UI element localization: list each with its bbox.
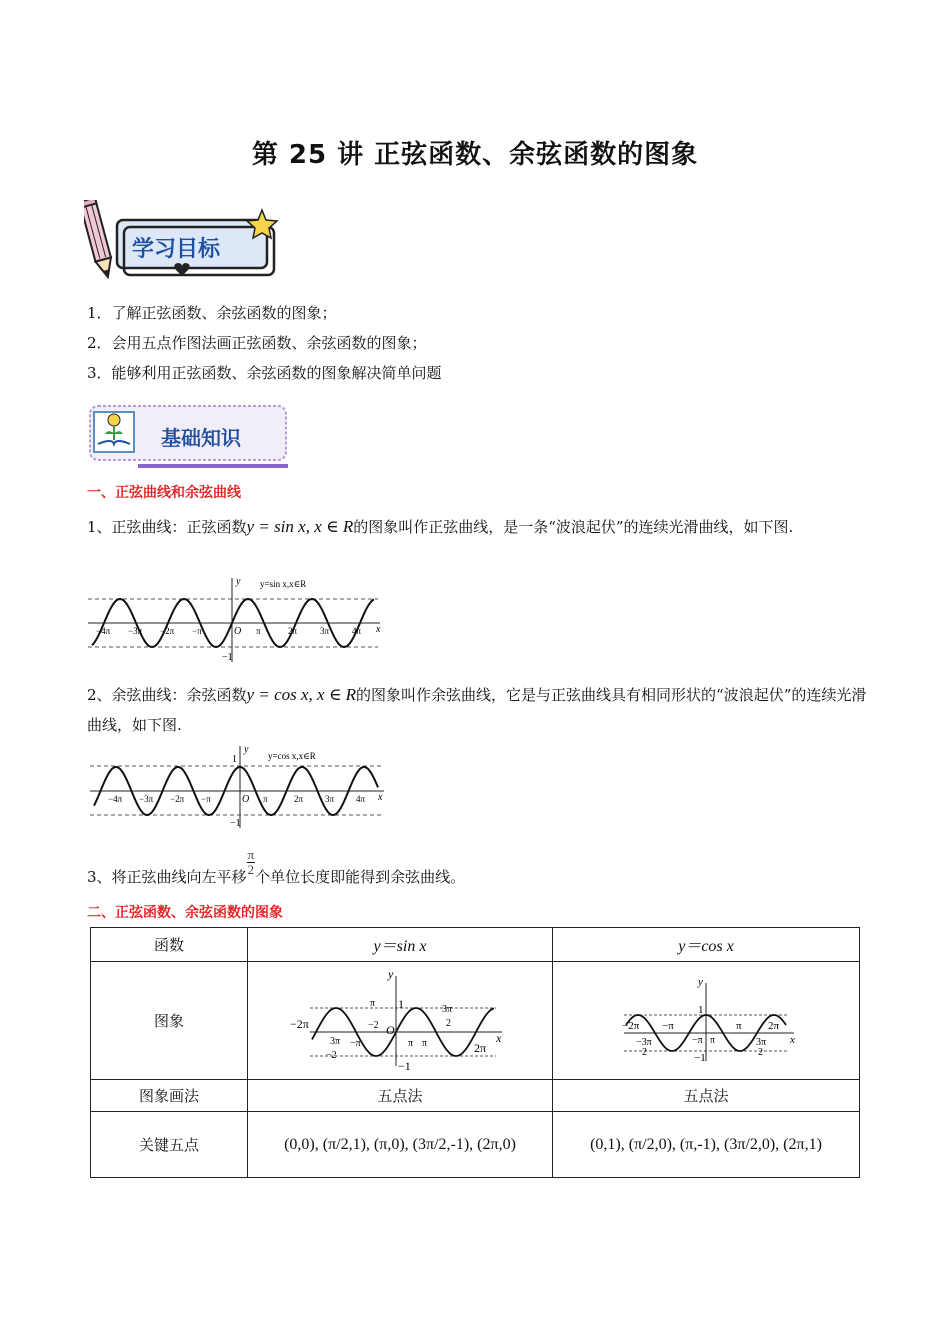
table-cell: 五点法 xyxy=(553,1080,860,1112)
origin-label: O xyxy=(234,626,242,637)
goal-item: 2．会用五点作图法画正弦函数、余弦函数的图象； xyxy=(87,334,427,352)
svg-text:π: π xyxy=(370,997,376,1009)
table-cell: 图象画法 xyxy=(91,1080,248,1112)
paragraph-shift xyxy=(87,847,877,887)
tick-label: −2π xyxy=(170,794,185,804)
goals-badge-label: 学习目标 xyxy=(132,237,221,262)
point: (π/2,1) xyxy=(322,1135,366,1153)
svg-text:−π: −π xyxy=(350,1037,361,1049)
svg-text:2: 2 xyxy=(446,1017,451,1029)
text: 的图象叫作正弦曲线，是一条“波浪起伏”的连续光滑曲线，如下图. xyxy=(353,518,794,536)
point: (3π/2,0) xyxy=(723,1135,776,1153)
x-axis-label: x xyxy=(376,624,381,635)
svg-text:−2: −2 xyxy=(326,1049,337,1061)
one-label: 1 xyxy=(232,754,237,765)
svg-text:2: 2 xyxy=(642,1046,647,1058)
tick-label: −π xyxy=(201,794,211,804)
tick-label: −4π xyxy=(96,626,111,636)
svg-text:2π: 2π xyxy=(768,1019,780,1032)
text: 1、正弦曲线：正弦函数 xyxy=(87,518,247,536)
table-header: y＝sin x xyxy=(248,928,553,962)
tick-label: 2π xyxy=(288,626,298,636)
svg-text:−π: −π xyxy=(692,1034,703,1046)
svg-text:O: O xyxy=(386,1022,395,1037)
section-heading: 一、正弦曲线和余弦曲线 xyxy=(87,485,241,501)
svg-text:1: 1 xyxy=(698,1003,704,1016)
x-axis-label: x xyxy=(378,792,383,803)
cos-key-points: (0,1), (π/2,0), (π,-1), (3π/2,0), (2π,1) xyxy=(553,1112,860,1178)
table-header: 函数 xyxy=(91,928,248,962)
point: (2π,1) xyxy=(783,1135,822,1153)
goal-item: 3．能够利用正弦函数、余弦函数的图象解决简单问题 xyxy=(87,364,442,382)
cos-mini-graph xyxy=(606,969,806,1069)
paragraph-cosine xyxy=(87,680,877,740)
tick-label: −2π xyxy=(160,626,175,636)
svg-text:3π: 3π xyxy=(442,1003,453,1015)
sin-mini-graph xyxy=(290,966,510,1072)
point: (π,-1) xyxy=(679,1135,716,1153)
tick-label: 4π xyxy=(356,794,366,804)
graph-label: y=cos x,x∈R xyxy=(268,751,316,761)
knowledge-badge xyxy=(86,402,291,472)
fraction xyxy=(247,848,256,876)
formula: y = cos x, x ∈ R xyxy=(246,685,357,704)
svg-text:π: π xyxy=(736,1019,742,1032)
cosine-graph xyxy=(90,742,390,830)
tick-label: π xyxy=(256,626,261,636)
y-axis-label: y xyxy=(236,576,241,587)
neg-one-label: −1 xyxy=(230,818,241,829)
svg-text:y: y xyxy=(388,966,394,981)
table-header: y＝cos x xyxy=(553,928,860,962)
svg-text:−1: −1 xyxy=(694,1051,706,1064)
svg-text:1: 1 xyxy=(398,996,404,1011)
section-heading: 二、正弦函数、余弦函数的图象 xyxy=(87,905,283,921)
svg-text:−π: −π xyxy=(662,1019,674,1032)
text: 2、余弦曲线：余弦函数 xyxy=(87,686,247,704)
svg-text:3π: 3π xyxy=(756,1036,767,1048)
neg-one-label: −1 xyxy=(222,652,233,663)
table-cell: 关键五点 xyxy=(91,1112,248,1178)
origin-label: O xyxy=(242,794,250,805)
text: 个单位长度即能得到余弦曲线。 xyxy=(255,868,466,887)
svg-text:3π: 3π xyxy=(330,1035,341,1047)
point: (0,0) xyxy=(284,1135,315,1153)
tick-label: 3π xyxy=(325,794,335,804)
sin-key-points: (0,0), (π/2,1), (π,0), (3π/2,-1), (2π,0) xyxy=(248,1112,553,1178)
tick-label: 4π xyxy=(352,626,362,636)
tick-label: −3π xyxy=(139,794,154,804)
svg-text:y: y xyxy=(698,975,703,988)
tick-label: −4π xyxy=(108,794,123,804)
goal-item: 1．了解正弦函数、余弦函数的图象； xyxy=(87,304,337,322)
denominator: 2 xyxy=(247,861,255,877)
svg-text:2π: 2π xyxy=(474,1040,487,1055)
paragraph-sine xyxy=(87,512,877,542)
svg-text:x: x xyxy=(496,1030,502,1045)
graph-label: y=sin x,x∈R xyxy=(260,579,307,589)
formula: y = sin x, x ∈ R xyxy=(246,517,354,536)
svg-text:−2π: −2π xyxy=(290,1016,309,1031)
y-axis-label: y xyxy=(244,744,249,755)
svg-text:2: 2 xyxy=(758,1046,763,1058)
knowledge-badge-label: 基础知识 xyxy=(161,426,241,450)
sine-graph xyxy=(88,574,388,664)
tick-label: 2π xyxy=(294,794,304,804)
svg-text:π: π xyxy=(408,1037,414,1049)
svg-text:−1: −1 xyxy=(398,1058,411,1072)
function-table xyxy=(90,927,860,1178)
tick-label: −3π xyxy=(128,626,143,636)
svg-text:x: x xyxy=(790,1033,795,1046)
table-cell: 图象 xyxy=(91,962,248,1080)
goals-badge xyxy=(84,200,284,290)
cos-mini-graph-cell xyxy=(553,962,860,1080)
svg-text:π: π xyxy=(710,1034,716,1046)
text: 的图象叫作余弦曲线，它是与正弦曲线具有相同形状的“波浪起伏”的连续光滑曲线，如下图. xyxy=(87,686,867,734)
svg-text:π: π xyxy=(422,1037,428,1049)
point: (0,1) xyxy=(590,1135,621,1153)
svg-text:−2: −2 xyxy=(368,1019,379,1031)
point: (2π,0) xyxy=(477,1135,516,1153)
table-cell: 五点法 xyxy=(248,1080,553,1112)
sin-mini-graph-cell xyxy=(248,962,553,1080)
point: (3π/2,-1) xyxy=(412,1135,470,1153)
page-title: 第 25 讲 正弦函数、余弦函数的图象 xyxy=(251,140,699,170)
point: (π/2,0) xyxy=(628,1135,672,1153)
tick-label: π xyxy=(263,794,268,804)
tick-label: −π xyxy=(192,626,202,636)
point: (π,0) xyxy=(373,1135,405,1153)
text: 3、将正弦曲线向左平移 xyxy=(87,868,247,887)
svg-text:−2π: −2π xyxy=(622,1019,640,1032)
svg-text:−3π: −3π xyxy=(636,1036,652,1048)
numerator: π xyxy=(247,847,255,862)
tick-label: 3π xyxy=(320,626,330,636)
